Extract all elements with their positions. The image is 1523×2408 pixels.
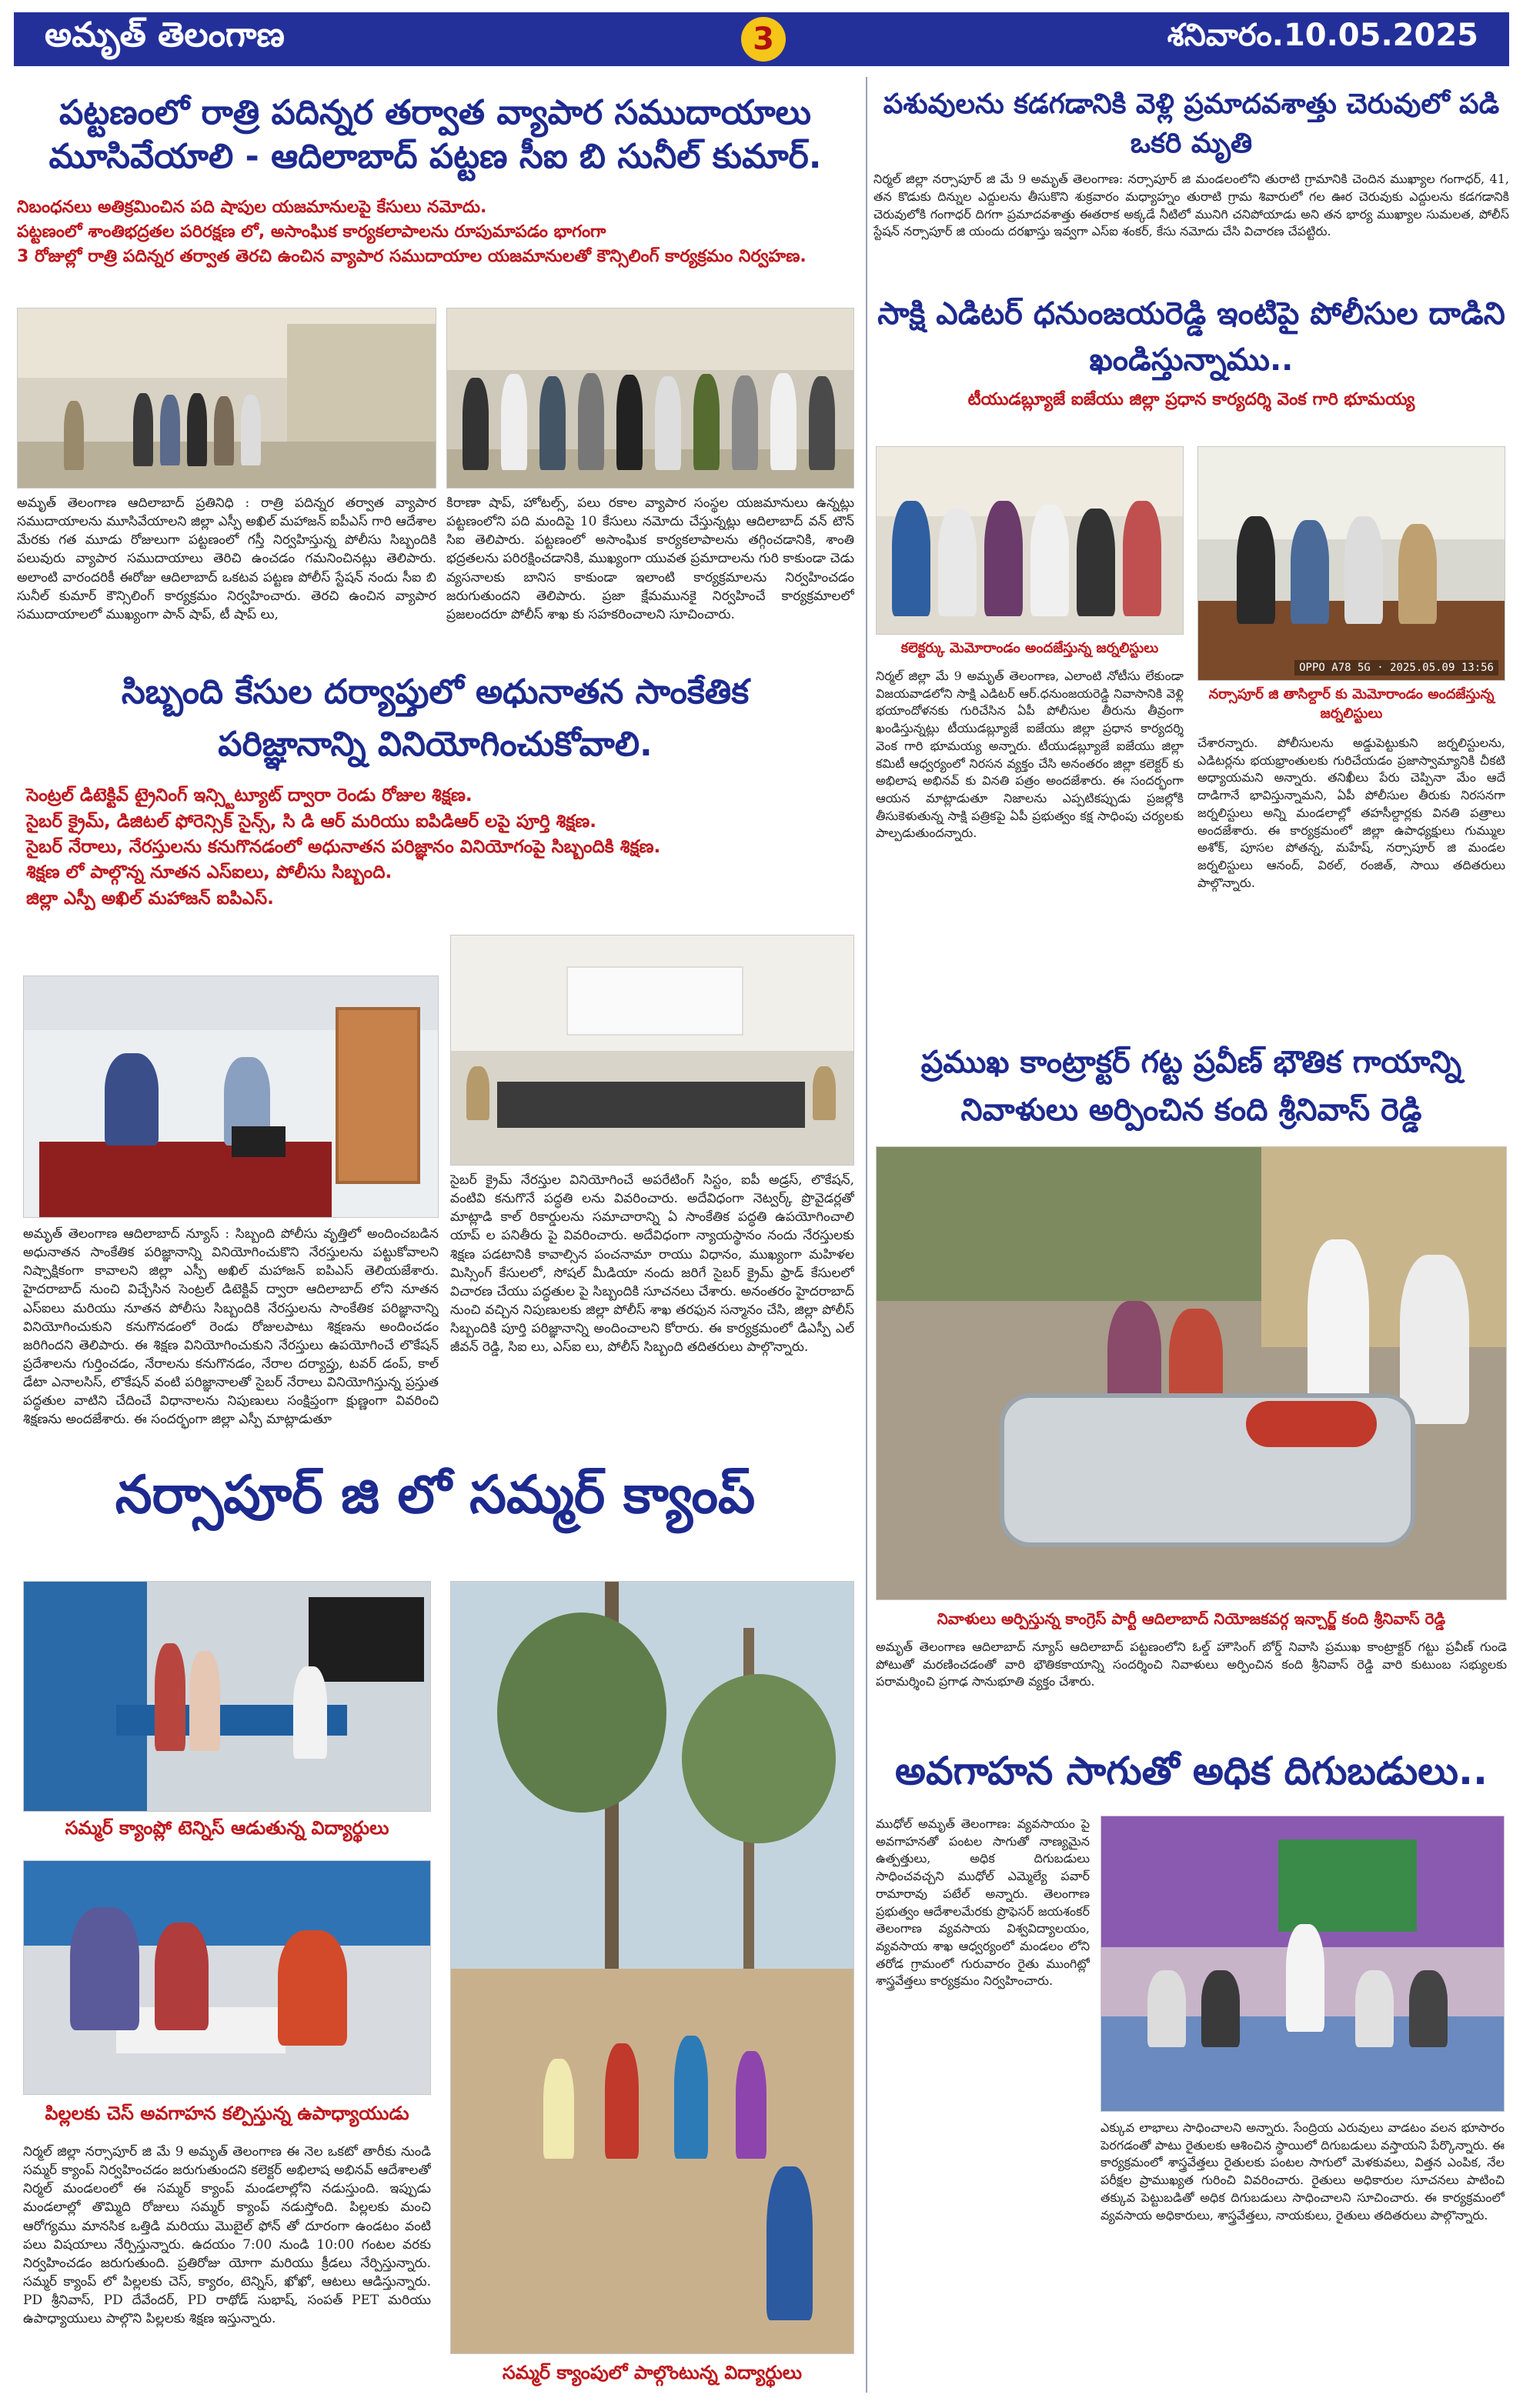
story-headline-summer-camp: నర్సాపూర్ జి లో సమ్మర్ క్యాంప్ [115,1465,756,1526]
photo-tennis [23,1581,431,1812]
story-subheading: పట్టణంలో శాంతిభద్రతల పరిరక్షణ లో, అసాంఘిక కార్యకలాపాలను రూపుమాపడం భాగంగా [17,222,606,242]
training-point: సెంట్రల్ డిటెక్టివ్ ట్రైనింగ్ ఇన్స్టిట్యూట్ ద్వారా రెండు రోజుల శిక్షణ. [26,785,473,806]
photo-police-counselling [17,308,436,489]
story-headline: పట్టణంలో రాత్రి పదిన్నర తర్వాత వ్యాపార సముదాయాలు మూసివేయాలి - ఆదిలాబాద్ పట్టణ సీఐ బి సునీల్ కుమార్. [48,93,822,177]
training-point: శిక్షణ లో పాల్గొన్న నూతన ఎస్ఐలు, పోలీసు సిబ్బంది. [26,862,392,883]
photo-chess [23,1860,431,2095]
photo-timestamp: OPPO A78 5G · 2025.05.09 13:56 [1294,660,1498,675]
photo-caption: కలెక్టర్కు మెమోరాండం అందజేస్తున్న జర్నలిస్టులు [900,640,1159,656]
story-body: చేశారన్నారు. పోలీసులను అడ్డుపెట్టుకుని జర్నలిస్టులను, ఎడిటర్లను భయభ్రాంతులకు గురిచేయడం ప్రజాస్వామ్యానికి చీకటి అధ్యాయమని అన్నారు. తనిఖీలు పేరు చెప్పినా మేం ఆదే దాడిగానే భావిస్తున్నామని, ఏపీ పోలీసుల తీరుకు నిరసనగా జర్నలిస్టులు అన్ని మండలాల్లో తహసీల్దార్లకు వినతి పత్రాలు అందజేశారు. ఈ కార్యక్రమంలో జిల్లా ఉపాధ్యక్షులు గుమ్ముల అశోక్, పూసల పోతన్న, మహేష్, నర్సాపూర్ జి మండల జర్నలిస్టులు ఆనంద్, విఠల్, రంజిత్, సాయి తదితరులు పాల్గొన్నారు. [1197,735,1505,890]
story-headline: ప్రముఖ కాంట్రాక్టర్ గట్ట ప్రవీణ్ భౌతిక గాయాన్ని నివాళులు అర్పించిన కంది శ్రీనివాస్ రెడ్డి [920,1045,1462,1128]
photo-tahsildar-memorandum [1197,446,1505,681]
photo-camp-ground [450,1581,854,2354]
story-headline: సాక్షి ఎడిటర్ ధనుంజయరెడ్డి ఇంటిపై పోలీసుల దాడిని ఖండిస్తున్నాము.. [877,296,1505,378]
story-body: ముధోల్ అమృత్ తెలంగాణ: వ్యవసాయం పై అవగాహనతో పంటల సాగుతో నాణ్యమైన ఉత్పత్తులు, అధిక దిగుబడులు సాధించవచ్చని ముధోల్ ఎమ్మెల్యే పవార్ రామారావు పటేల్ అన్నారు. తెలంగాణ ప్రభుత్వం ఆదేశాలమేరకు ప్రొఫెసర్ జయశంకర్ తెలంగాణ వ్యవసాయ విశ్వవిద్యాలయం, వ్యవసాయ శాఖ ఆధ్వర్యంలో మండలం లోని తరోడ గ్రామంలో గురువారం రైతు ముంగిట్లో శాస్త్రవేత్తలు కార్యక్రమం నిర్వహించారు. [876,1816,1090,1989]
photo-tribute [876,1146,1507,1600]
story-headline: సిబ్బంది కేసుల దర్యాప్తులో అధునాతన సాంకేతిక పరిజ్ఞానాన్ని వినియోగించుకోవాలి. [121,672,750,765]
photo-caption: నివాళులు అర్పిస్తున్న కాంగ్రెస్ పార్టీ ఆదిలాబాద్ నియోజకవర్గ ఇన్చార్జ్ కంది శ్రీనివాస్ రెడ్డి [937,1609,1446,1628]
story-body: నిర్మల్ జిల్లా నర్సాపూర్ జి మే 9 అమృత్ తెలంగాణ ఈ నెల ఒకటో తారీకు నుండి సమ్మర్ క్యాంప్ నిర్వహించడం జరుగుతుందని కలెక్టర్ అభిలాష అభినవ్ ఆదేశాలతో నిర్మల్ మండలంలో ఈ సమ్మర్ క్యాంప్ మండలాల్లోని నడుస్తుంది. ఇప్పుడు మండలాల్లో తొమ్మిది రోజులు సమ్మర్ క్యాంప్ నడుస్తోంది. పిల్లలకు మంచి ఆరోగ్యము మానసిక ఒత్తిడి మరియు మొబైల్ ఫోన్ తో దూరంగా ఉండటం వంటి పలు విషయాలు నేర్పిస్తున్నారు. ఉదయం 7:00 నుండి 10:00 గంటల వరకు నిర్వహించడం జరుగుతుంది. ప్రతిరోజు యోగా మరియు క్రీడలు నేర్పిస్తున్నారు. సమ్మర్ క్యాంప్ లో పిల్లలకు చెస్, క్యారం, టెన్నిస్, ఖోఖో, ఆటలు ఆడిస్తున్నారు. PD శ్రీనివాస్, PD దేవేందర్, PD రాథోడ్ సుభాష్, సంపత్ PET మరియు ఉపాధ్యాయులు పాల్గొని పిల్లలకు శిక్షణ ఇస్తున్నారు. [23,2144,431,2327]
story-contractor-tribute [873,1039,1509,1146]
training-point: సైబర్ క్రైమ్, డిజిటల్ ఫోరెన్సిక్ సైన్స్, సి డి ఆర్ మరియు ఐపిడిఆర్ లపై పూర్తి శిక్షణ. [26,811,596,832]
story-body: ఎక్కువ లాభాలు సాధించాలని అన్నారు. సేంద్రియ ఎరువులు వాడటం వలన భూసారం పెరగడంతో పాటు రైతులకు ఆశించిన స్థాయిలో దిగుబడులు వస్తాయని పేర్కొన్నారు. ఈ కార్యక్రమంలో శాస్త్రవేత్తలు రైతులకు పంటల సాగులో మెళకువలు, విత్తన ఎంపిక, నేల పరీక్షల ప్రాముఖ్యత గురించి వివరించారు. రైతులు అధికారుల సూచనలు పాటించి తక్కువ పెట్టుబడితో అధిక దిగుబడులు సాధించాలని సూచించారు. ఈ కార్యక్రమంలో వ్యవసాయ అధికారులు, శాస్త్రవేత్తలు, నాయకులు, రైతులు తదితరులు పాల్గొన్నారు. [1101,2120,1505,2223]
story-headline: పశువులను కడగడానికి వెళ్లి ప్రమాదవశాత్తు చెరువులో పడి ఒకరి మృతి [883,88,1500,160]
story-drowning [873,85,1509,258]
photo-shop-owners [446,308,854,489]
story-subheading: టీయుడబ్ల్యూజే ఐజేయు జిల్లా ప్రధాన కార్యదర్శి వెంక గారి భూమయ్య [967,390,1415,409]
story-subheading: నిబంధనలు అతిక్రమించిన పది షాపుల యజమానులపై కేసులు నమోదు. [17,198,487,218]
story-body: కిరాణా షాప్, హోటల్స్, పలు రకాల వ్యాపార సంస్థల యజమానులు ఉన్నట్లు పట్టణంలోని పది మందిపై 10 కేసులు నమోదు చేస్తున్నట్లు ఆదిలాబాద్ వన్ టౌన్ సిఐ తెలిపారు. పట్టణంలో అసాంఘిక కార్యకలాపాలను తగ్గించడానికి, శాంతి భద్రతలను పరిరక్షించడానికి, ముఖ్యంగా యువత ప్రమాదాలను గురి కాకుండా చెడు వ్యసనాలకు బానిస కాకుండా ఇలాంటి కార్యక్రమాలను నిర్వహించడం జరుగుతుందని తెలిపారు. ప్రజా క్షేమమునకై నిర్వహించే కార్యక్రమాలలో ప్రజలందరూ పోలీస్ శాఖ కు సహకరించాలని సూచించారు. [446,495,854,622]
column-divider [866,77,867,2393]
training-point: జిల్లా ఎస్పీ అఖిల్ మహాజన్ ఐపిఎస్. [26,888,274,909]
training-point: సైబర్ నేరాలు, నేరస్తులను కనుగొనడంలో అధునాతన పరిజ్ఞానం వినియోగంపై సిబ్బందికి శిక్షణ. [26,837,661,858]
photo-sp-training [23,976,439,1218]
story-body: అమృత్ తెలంగాణ ఆదిలాబాద్ న్యూస్ ఆదిలాబాద్ పట్టణంలోని ఓల్డ్ హౌసింగ్ బోర్డ్ నివాసి ప్రముఖ కాంట్రాక్టర్ గట్టు ప్రవీణ్ గుండె పోటుతో మరణించడంతో వారి భౌతికకాయాన్ని సందర్శించి నివాళులు అర్పించిన కంది శ్రీనివాస్ రెడ్డి వారి కుటుంబ సభ్యులకు పరామర్శించి ప్రగాఢ సానుభూతి వ్యక్తం చేశారు. [876,1639,1507,1689]
issue-date: శనివారం.10.05.2025 [1167,18,1478,53]
story-body: అమృత్ తెలంగాణ ఆదిలాబాద్ న్యూస్ : సిబ్బంది పోలీసు వృత్తిలో అందించబడిన అధునాతన సాంకేతిక పరిజ్ఞానాన్ని వినియోగించుకొని నేరస్తులను పట్టుకోవాలని నిష్పాక్షికంగా కావాలని జిల్లా ఎస్పీ అఖిల్ మహాజన్ ఐపిఎస్ తెలియజేశారు. హైదరాబాద్ నుంచి విచ్చేసిన సెంట్రల్ డిటెక్టివ్ ద్వారా ఆదిలాబాద్ లోని నూతన ఎస్ఐలు మరియు నూతన పోలీసు సిబ్బందికి నేరస్తులను సాంకేతిక పరిజ్ఞానాన్ని వినియోగించుకుని కనుగొనడంలో రెండు రోజులపాటు శిక్షణను అందించడం జరిగిందని తెలిపారు. ఈ శిక్షణ వినియోగించుకుని నేరస్తులు ఉపయోగించే లొకేషన్ ప్రదేశాలను గుర్తించడం, నేరాలను కనుగొనడం, నేరాల దర్యాప్తు, టవర్ డంప్, కాల్ డేటా ఎనాలసిస్, లొకేషన్ వంటి పరిజ్ఞానాలతో సైబర్ నేరాలు వినియోగిస్తున్న ప్రస్తుత పద్ధతుల వాటిని చేదించే విధానాలను నిపుణులు సంక్షిప్తంగా క్షుణ్ణంగా వివరించి శిక్షణను అందజేశారు. ఈ సందర్భంగా జిల్లా ఎస్పీ మాట్లాడుతూ [23,1226,439,1428]
masthead [14,12,1509,66]
story-headline-agriculture: అవగాహన సాగుతో అధిక దిగుబడులు.. [895,1749,1488,1793]
story-body: నిర్మల్ జిల్లా మే 9 అమృత్ తెలంగాణ, ఎలాంటి నోటీసు లేకుండా విజయవాడలోని సాక్షి ఎడిటర్ ఆర్.ధనుంజయరెడ్డి నివాసానికి వెళ్లి భయాందోళనకు గురిచేసిన ఏపీ పోలీసుల తీరును తీవ్రంగా ఖండిస్తున్నట్లు టీయుడబ్ల్యూజే ఐజేయు జిల్లా ప్రధాన కార్యదర్శి వెంక గారి భూమయ్య అన్నారు. టీయుడబ్ల్యూజే ఐజేయు జిల్లా కమిటీ ఆధ్వర్యంలో నిరసన వ్యక్తం చేసి అనంతరం జిల్లా కలెక్టర్ కు అభిలాష అభినవ్ కు వినతి పత్రం అందజేశారు. ఈ సందర్భంగా ఆయన మాట్లాడుతూ నిజాలను ఎప్పటికప్పుడు ప్రజల్లోకి తీసుకెళుతున్న సాక్షి పత్రికపై ఏపీ ప్రభుత్వం కక్ష సాధింపు చర్యలకు పాల్పడుతుందన్నారు. [876,669,1184,841]
photo-caption: సమ్మర్ క్యాంప్లో టెన్నిస్ ఆడుతున్న విద్యార్థులు [65,1817,389,1839]
photo-caption: నర్సాపూర్ జి తాసిల్దార్ కు మెమోరాండం అందజేస్తున్న జర్నలిస్టులు [1208,686,1495,722]
story-sakshi-protest [873,291,1509,445]
story-body: అమృత్ తెలంగాణ ఆదిలాబాద్ ప్రతినిధి : రాత్రి పదిన్నర తర్వాత వ్యాపార సముదాయాలను మూసివేయాలని జిల్లా ఎస్పీ అఖిల్ మహాజన్ ఐపీఎస్ గారి ఆదేశాల మేరకు గత మూడు రోజులుగా పట్టణంలో గస్తీ నిర్వహిస్తున్న పోలీసు సిబ్బందికి పలువురు వ్యాపార సముదాయాలు తెరిచి ఉంచడం గమనించినట్లు తెలిపారు. అలాంటి వారందరికీ ఈరోజు ఆదిలాబాద్ ఒకటవ పట్టణ పోలీస్ స్టేషన్ నందు సీఐ బి సునీల్ కుమార్ కౌన్సిలింగ్ కార్యక్రమం నిర్వహించారు. తెరచి ఉంచిన వ్యాపార సముదాయాలలో ముఖ్యంగా పాన్ షాప్, టీ షాప్ లు, [17,495,436,622]
story-body: సైబర్ క్రైమ్ నేరస్తుల వినియోగించే అపరేటింగ్ సిస్టం, ఐపీ అడ్రస్, లొకేషన్, వంటివి కనుగొనే పద్ధతి లను వివరించారు. అదేవిధంగా నెట్వర్క్ ప్రొవైడర్లతో మాట్లాడి కాల్ రికార్డులను సమాచారాన్ని ఏ సాంకేతిక పద్ధతి ఉపయోగించాలి యాప్ ల పనితీరు పై వివరించారు. అదేవిధంగా న్యాయస్థానం నందు నేరస్తులకు శిక్షణ పడటానికి కావాల్సిన పంచనామా రాయు విధానం, ముఖ్యంగా మహిళల మిస్సింగ్ కేసులలో, సోషల్ మీడియా నందు జరిగే సైబర్ క్రైమ్ ఫ్రాడ్ కేసులలో విచారణ చేయు పద్ధతుల పై సిబ్బందికి సూచనలు చేశారు. అనంతరం హైదరాబాద్ నుంచి వచ్చిన నిపుణులకు జిల్లా పోలీస్ శాఖ తరఫున సన్మానం చేసి, జిల్లా పోలీస్ సిబ్బందికి పూర్తి పరిజ్ఞానాన్ని అందించాలని కోరారు. ఈ కార్యక్రమంలో డిఎస్పీ ఎల్ జీవన్ రెడ్డి, సిఐ లు, ఎస్ఐ లు, పోలీస్ సిబ్బంది తదితరులు పాల్గొన్నారు. [450,1172,854,1356]
page-number-badge: 3 [741,17,786,62]
story-technology-training [14,662,857,954]
photo-training-hall [450,935,854,1166]
photo-caption: పిల్లలకు చెస్ అవగాహన కల్పిస్తున్న ఉపాధ్యాయుడు [45,2103,409,2124]
photo-farmers-meeting [1101,1816,1505,2112]
photo-caption: సమ్మర్ క్యాంపులో పాల్గొంటున్న విద్యార్థులు [502,2362,803,2383]
story-subheading: 3 రోజుల్లో రాత్రి పదిన్నర తర్వాత తెరచి ఉంచిన వ్యాపార సముదాయాల యజమానులతో కౌన్సిలింగ్ కార్యక్రమం నిర్వహణ. [17,247,807,267]
newspaper-name: అమృత్ తెలంగాణ [45,15,285,55]
photo-collector-memorandum [876,446,1184,635]
story-body: నిర్మల్ జిల్లా నర్సాపూర్ జి మే 9 అమృత్ తెలంగాణ: నర్సాపూర్ జి మండలంలోని తురాటి గ్రామానికి చెందిన ముఖ్యాల గంగాధర్, 41, తన కొడుకు దిన్నుల ఎద్దులను తీసుకొని శుక్రవారం మధ్యాహ్నం తురాటి గ్రామ శివారులో గల ఊర చెరువుకు ఎద్దులను కడగడానికి చెరువులోకి గంగాధర్ దిగగా ప్రమాదవశాత్తు ఈతరాక అక్కడే నీటిలో మునిగి చనిపోయాడు అని తన భార్య ముఖ్యాల సుమలత, పోలీస్ స్టేషన్ నర్సాపూర్ జి యందు దరఖాస్తు ఇవ్వగా ఎస్ఐ శంకర్, కేసు నమోదు చేసి విచారణ చేపట్టిరు. [873,172,1509,239]
